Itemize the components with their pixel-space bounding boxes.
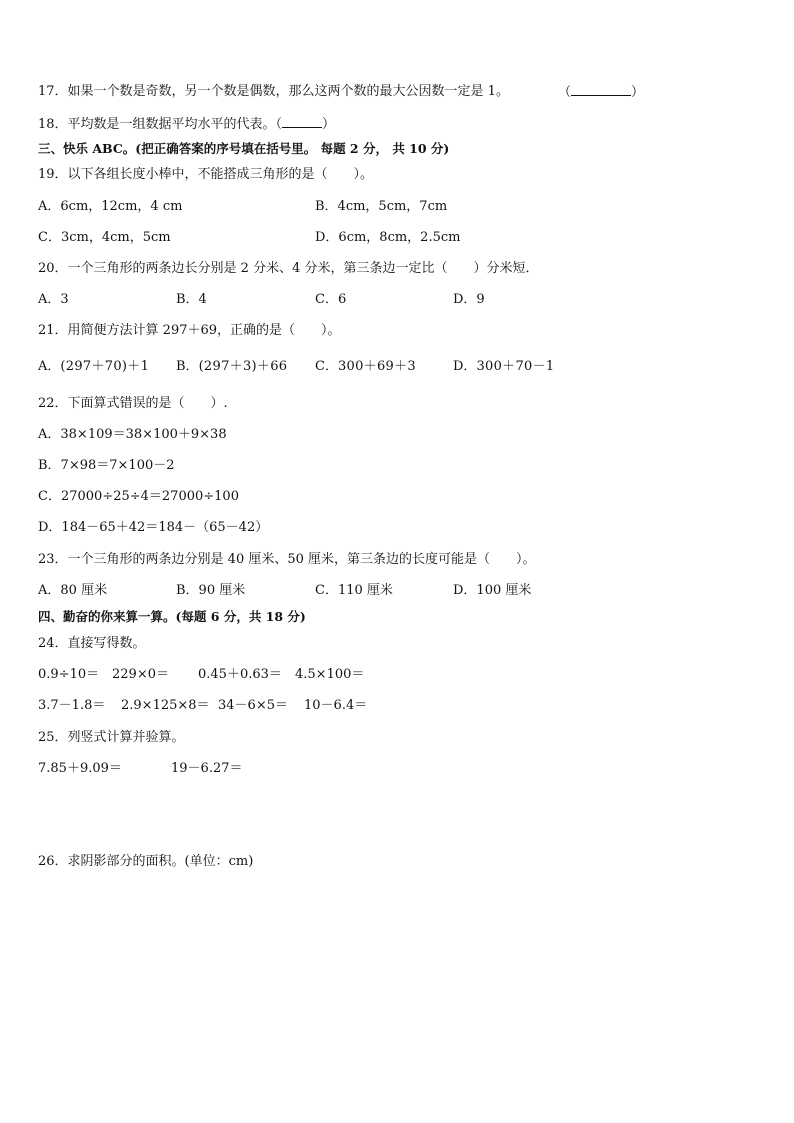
question-19-option-d[interactable]: D．6cm，8cm，2.5cm [315, 230, 461, 245]
section-3-heading: 三、快乐 ABC。(把正确答案的序号填在括号里。 每题 2 分， 共 10 分) [38, 141, 450, 156]
answer-open-paren: （ [558, 85, 572, 100]
question-24-stem: 24．直接写得数。 [38, 636, 146, 651]
question-17 [38, 83, 509, 101]
option-expression: 300＋70－1 [476, 359, 555, 374]
question-20-option-a[interactable]: A．3 [38, 292, 69, 307]
question-19-option-a[interactable]: A．6cm，12cm，4 cm [38, 199, 183, 214]
option-letter: B． [176, 359, 199, 374]
question-21-option-c[interactable] [315, 358, 416, 376]
question-23-option-b[interactable]: B．90 厘米 [176, 583, 246, 598]
section-4-heading: 四、勤奋的你来算一算。(每题 6 分，共 18 分) [38, 609, 306, 624]
question-19-stem: 19．以下各组长度小棒中，不能搭成三角形的是（ ）。 [38, 167, 374, 182]
calc-item: 34－6×5＝ [218, 698, 288, 713]
question-22-stem: 22．下面算式错误的是（ ）. [38, 396, 228, 411]
question-23-option-a[interactable]: A．80 厘米 [38, 583, 108, 598]
question-19-option-c[interactable]: C．3cm，4cm，5cm [38, 230, 171, 245]
answer-blank[interactable] [571, 83, 631, 96]
option-letter: C． [315, 359, 338, 374]
calc-item: 0.45＋0.63＝ [198, 667, 282, 682]
question-20-stem: 20．一个三角形的两条边长分别是 2 分米、4 分米，第三条边一定比（ ）分米短． [38, 261, 539, 276]
question-25-stem: 25．列竖式计算并验算。 [38, 730, 185, 745]
answer-blank[interactable] [282, 115, 322, 128]
option-expression: 300＋69＋3 [337, 359, 416, 374]
question-22-option-d[interactable]: D．184－65＋42＝184－（65－42） [38, 520, 269, 535]
question-18-text: 18．平均数是一组数据平均水平的代表。（ [38, 117, 283, 132]
question-17-text: 17．如果一个数是奇数，另一个数是偶数，那么这两个数的最大公因数一定是 1。 [38, 84, 509, 99]
calc-item: 0.9÷10＝ [38, 667, 100, 682]
calc-item: 3.7－1.8＝ [38, 698, 106, 713]
question-20-option-c[interactable]: C．6 [315, 292, 347, 307]
option-letter: D． [453, 359, 477, 374]
question-18 [38, 115, 335, 134]
question-23-option-c[interactable]: C．110 厘米 [315, 583, 393, 598]
question-21-option-d[interactable] [453, 358, 554, 376]
calc-item: 229×0＝ [112, 667, 169, 682]
answer-close-paren: ） [322, 117, 336, 132]
question-21-option-a[interactable] [38, 358, 149, 376]
option-expression: (297＋3)＋66 [198, 359, 288, 374]
calc-item: 7.85＋9.09＝ [38, 761, 122, 776]
calc-item: 10－6.4＝ [304, 698, 368, 713]
question-21-stem: 21．用简便方法计算 297＋69，正确的是（ ）。 [38, 323, 341, 338]
question-21-option-b[interactable] [176, 358, 287, 376]
question-22-option-c[interactable]: C．27000÷25÷4＝27000÷100 [38, 489, 239, 504]
question-20-option-d[interactable]: D．9 [453, 292, 485, 307]
question-23-stem: 23．一个三角形的两条边分别是 40 厘米、50 厘米，第三条边的长度可能是（ ）。 [38, 552, 536, 567]
question-22-option-b[interactable]: B．7×98＝7×100－2 [38, 458, 175, 473]
question-17-answer[interactable] [558, 83, 644, 102]
calc-item: 19－6.27＝ [171, 761, 243, 776]
question-19-option-b[interactable]: B．4cm，5cm，7cm [315, 199, 448, 214]
option-letter: A． [38, 359, 61, 374]
answer-close-paren: ） [631, 85, 645, 100]
calc-item: 2.9×125×8＝ [121, 698, 210, 713]
calc-item: 4.5×100＝ [295, 667, 365, 682]
question-20-option-b[interactable]: B．4 [176, 292, 207, 307]
option-expression: (297＋70)＋1 [60, 359, 150, 374]
question-23-option-d[interactable]: D．100 厘米 [453, 583, 532, 598]
question-22-option-a[interactable]: A．38×109＝38×100＋9×38 [38, 427, 227, 442]
question-26-stem: 26．求阴影部分的面积。(单位：cm) [38, 854, 254, 869]
